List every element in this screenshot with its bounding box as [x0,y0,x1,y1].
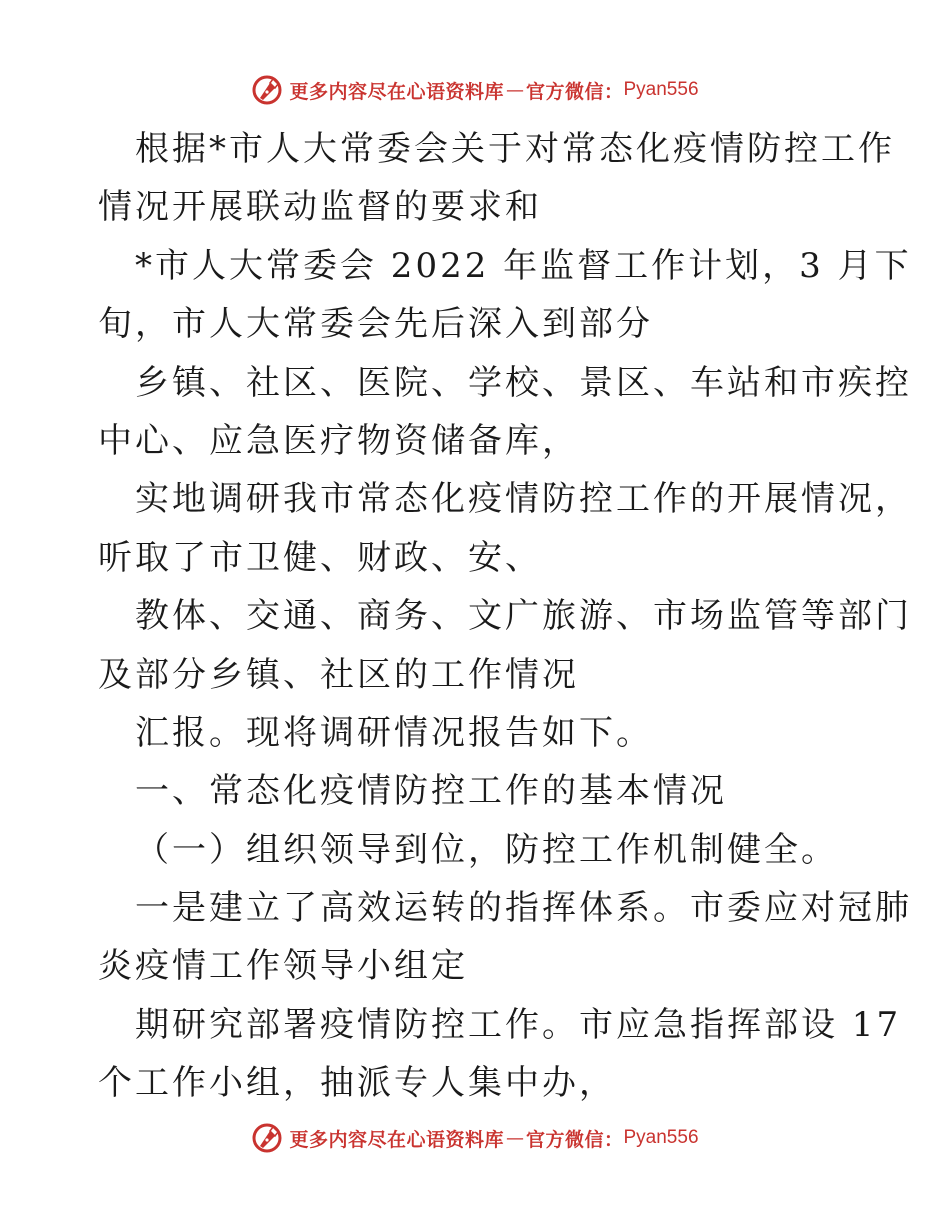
watermark-footer [0,1118,950,1158]
watermark-header [0,70,950,110]
watermark-label: 官方微信： [525,80,624,103]
text-line: 情况开展联动监督的要求和 [98,187,542,228]
watermark-id: Pyan556 [623,1127,699,1148]
document-body [98,120,912,1113]
section-heading: 一、常态化疫情防控工作的基本情况 [135,771,727,812]
text-line: 教体、交通、商务、文广旅游、市场监管等部门 [135,596,912,637]
pen-nib-circle-icon [251,74,283,106]
subsection-heading: （一）组织领导到位，防控工作机制健全。 [135,829,838,870]
text-line: 实地调研我市常态化疫情防控工作的开展情况， [135,479,912,520]
text-line: *市人大常委会 2022 年监督工作计划，3 月下 [135,245,912,286]
text-line: 中心、应急医疗物资储备库， [98,420,579,461]
text-line: 期研究部署疫情防控工作。市应急指挥部设 17 [135,1004,902,1045]
text-line: 及部分乡镇、社区的工作情况 [98,654,579,695]
text-line: 根据*市人大常委会关于对常态化疫情防控工作 [135,129,895,169]
watermark-label: 官方微信： [525,1128,624,1151]
watermark-text: 更多内容尽在心语资料库 [289,80,504,103]
text-line: 一是建立了高效运转的指挥体系。市委应对冠肺 [135,888,912,929]
text-line: 旬，市人大常委会先后深入到部分 [98,304,653,345]
text-line: 听取了市卫健、财政、安、 [98,537,542,578]
watermark-id: Pyan556 [623,79,699,100]
watermark-text: 更多内容尽在心语资料库 [289,1128,504,1151]
text-line: 乡镇、社区、医院、学校、景区、车站和市疾控 [135,362,912,403]
watermark-separator: — [505,79,524,101]
text-line: 汇报。现将调研情况报告如下。 [135,712,653,753]
text-line: 炎疫情工作领导小组定 [98,946,468,987]
watermark-separator: — [505,1127,524,1149]
text-line: 个工作小组，抽派专人集中办， [98,1063,616,1104]
pen-nib-circle-icon [251,1122,283,1154]
